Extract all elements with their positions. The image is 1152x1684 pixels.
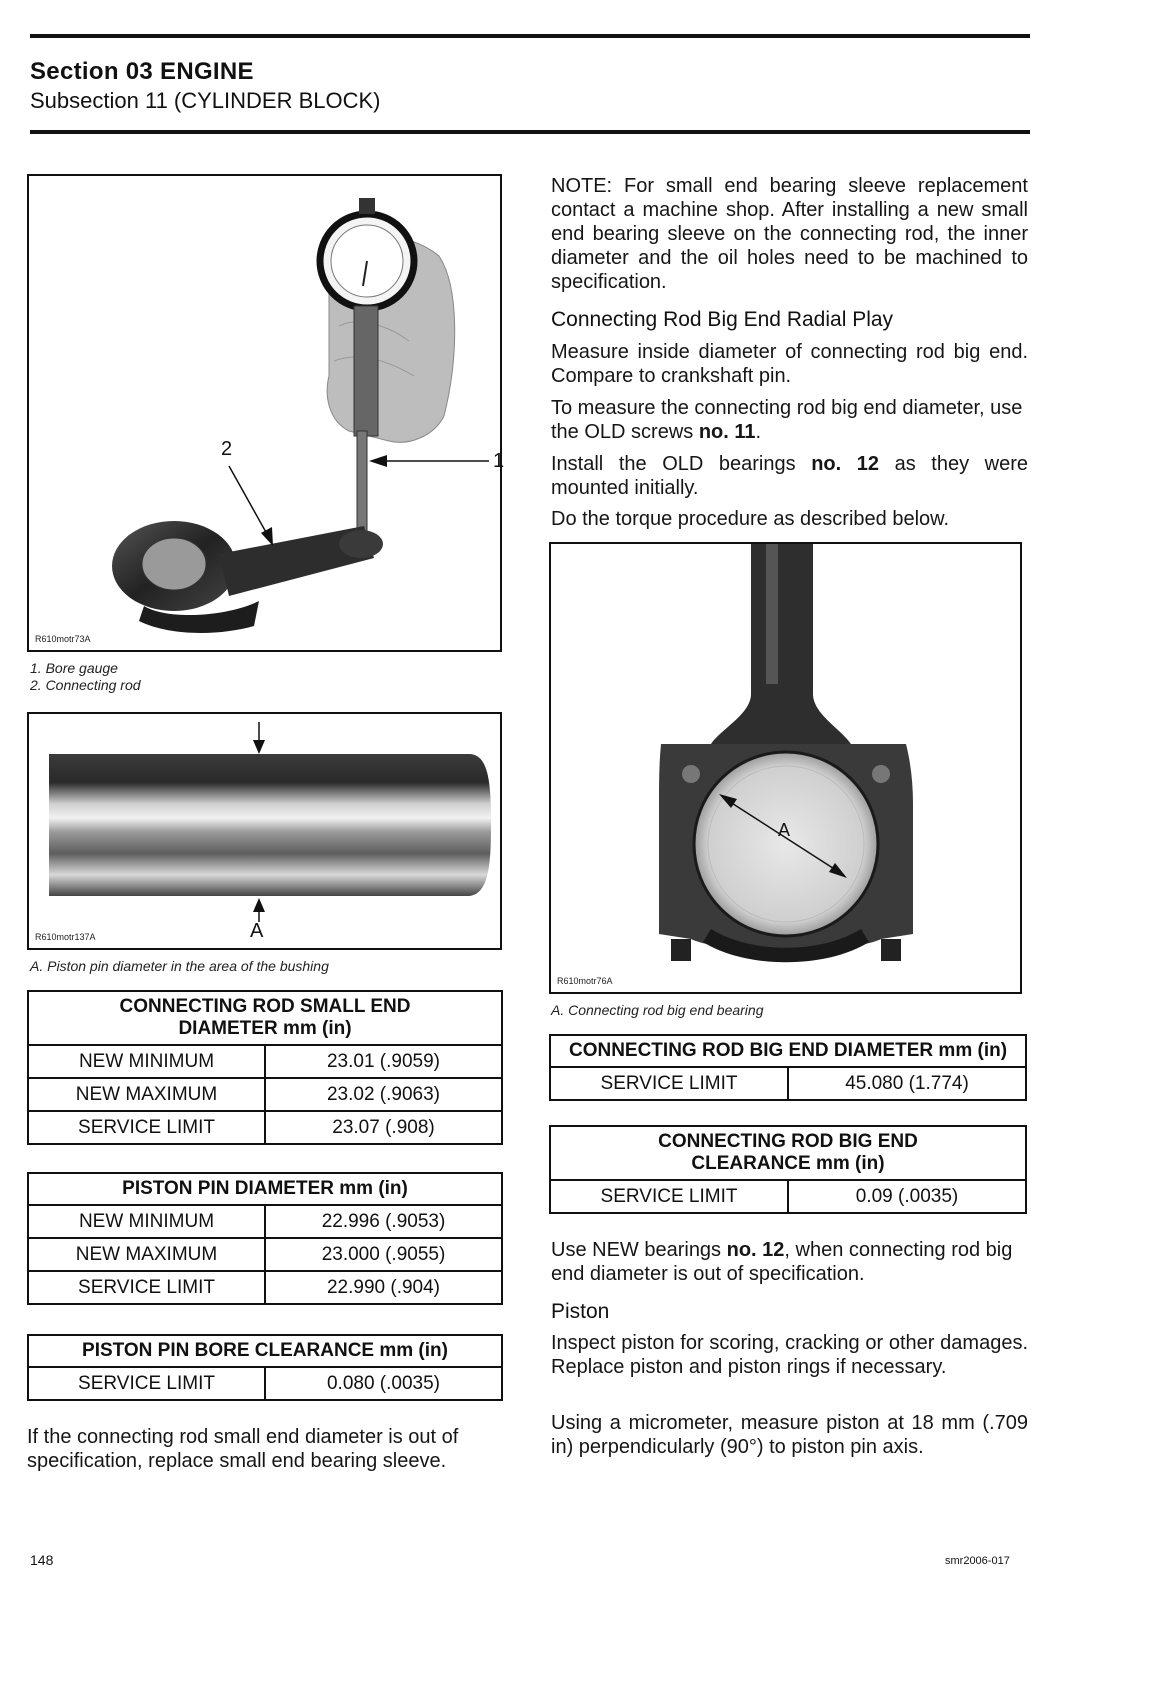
- callout-1: 1: [493, 450, 505, 472]
- table-title: PISTON PIN BORE CLEARANCE mm (in): [28, 1335, 502, 1367]
- table-row: SERVICE LIMIT 0.080 (.0035): [28, 1367, 502, 1400]
- figure-legend-2: 2. Connecting rod: [30, 677, 141, 693]
- heading-piston: Piston: [551, 1300, 610, 1323]
- paragraph-new-bearings: Use NEW bearings no. 12, when connecting rod big end diameter is out of specification.: [551, 1239, 1013, 1285]
- paragraph-inspect-piston: Inspect piston for scoring, cracking or other damages. Replace piston and piston rings if necessary.: [551, 1332, 1028, 1378]
- paragraph-micrometer: Using a micrometer, measure piston at 18 mm (.709 in) perpendicularly (90°) to piston pin axis.: [551, 1412, 1028, 1458]
- header-top-rule: [30, 34, 1030, 38]
- paragraph-old-screws: To measure the connecting rod big end diameter, use the OLD screws no. 11.: [551, 397, 1023, 443]
- table-title: CONNECTING ROD SMALL END DIAMETER mm (in): [28, 991, 502, 1045]
- subsection-title: Subsection 11 (CYLINDER BLOCK): [30, 88, 381, 113]
- document-code: smr2006-017: [945, 1555, 1010, 1567]
- note-paragraph: NOTE: For small end bearing sleeve replacement contact a machine shop. After installing a new small end bearing sleeve on the connecting rod, the inner diameter and the oil holes need to be machined to specification.: [551, 175, 1028, 293]
- table-title: CONNECTING ROD BIG END DIAMETER mm (in): [550, 1035, 1026, 1067]
- table-row: SERVICE LIMIT 23.07 (.908): [28, 1111, 502, 1144]
- table-row: SERVICE LIMIT 45.080 (1.774): [550, 1067, 1026, 1100]
- figure-bore-gauge: [27, 174, 505, 652]
- figure-code: R610motr76A: [557, 976, 613, 986]
- table-row: SERVICE LIMIT 0.09 (.0035): [550, 1180, 1026, 1213]
- table-big-end-diameter: [549, 1034, 1027, 1101]
- figure-big-end-bearing: [549, 542, 1022, 994]
- table-row: NEW MAXIMUM 23.02 (.9063): [28, 1078, 502, 1111]
- paragraph-torque: Do the torque procedure as described below.: [551, 508, 950, 530]
- callout-a: A: [778, 820, 791, 840]
- figure-caption: A. Connecting rod big end bearing: [551, 1002, 764, 1018]
- callout-2: 2: [221, 438, 233, 460]
- figure-code: R610motr137A: [35, 932, 96, 942]
- heading-big-end-radial-play: Connecting Rod Big End Radial Play: [551, 308, 894, 331]
- figure-piston-pin: [27, 712, 502, 950]
- callout-a: A: [250, 920, 264, 942]
- page-number: 148: [30, 1552, 54, 1568]
- paragraph-old-bearings: Install the OLD bearings no. 12 as they were mounted initially.: [551, 453, 1028, 499]
- table-piston-pin-bore-clearance: [27, 1334, 503, 1401]
- table-row: NEW MINIMUM 22.996 (.9053): [28, 1205, 502, 1238]
- paragraph-small-end-replace: If the connecting rod small end diameter is out of specification, replace small end bearing sleeve.: [27, 1426, 459, 1472]
- figure-code: R610motr73A: [35, 634, 91, 644]
- big-end-bearing-photo: [551, 544, 1020, 992]
- table-piston-pin-diameter: [27, 1172, 503, 1305]
- paragraph-measure: Measure inside diameter of connecting rod big end. Compare to crankshaft pin.: [551, 341, 1028, 387]
- table-big-end-clearance: [549, 1125, 1027, 1214]
- table-row: NEW MAXIMUM 23.000 (.9055): [28, 1238, 502, 1271]
- figure-legend-1: 1. Bore gauge: [30, 660, 118, 676]
- header-bottom-rule: [30, 130, 1030, 134]
- table-title: CONNECTING ROD BIG END CLEARANCE mm (in): [550, 1126, 1026, 1180]
- table-row: NEW MINIMUM 23.01 (.9059): [28, 1045, 502, 1078]
- section-title: Section 03 ENGINE: [30, 58, 254, 85]
- table-small-end-diameter: [27, 990, 503, 1145]
- table-row: SERVICE LIMIT 22.990 (.904): [28, 1271, 502, 1304]
- table-title: PISTON PIN DIAMETER mm (in): [28, 1173, 502, 1205]
- figure-caption: A. Piston pin diameter in the area of the bushing: [30, 958, 329, 974]
- piston-pin-photo: [29, 714, 500, 948]
- figure-callouts: [29, 176, 500, 650]
